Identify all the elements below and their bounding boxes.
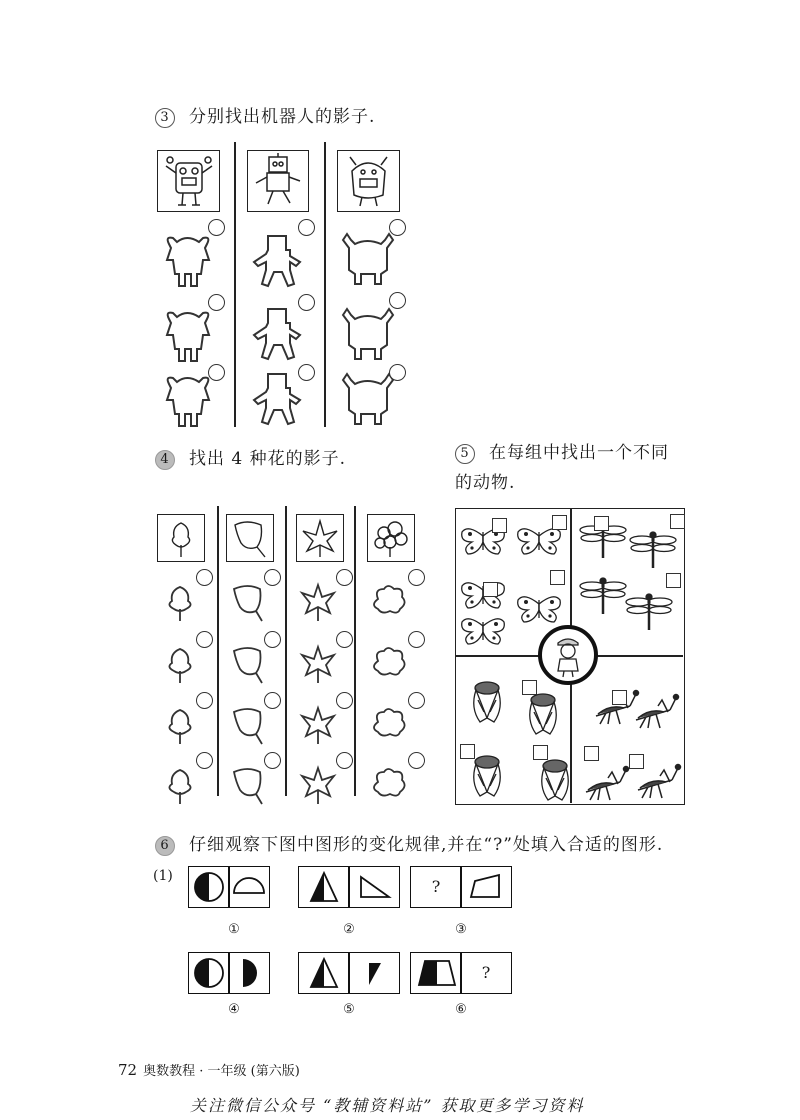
figure-3-left (410, 866, 462, 908)
cicada-icon (462, 678, 514, 726)
figure-2-right (348, 866, 400, 908)
book-title: 奥数教程 · 一年级 (第六版) (143, 1064, 300, 1079)
flower-3-shadow (298, 764, 340, 808)
answer-circle[interactable] (196, 692, 213, 709)
flower-2-shadow (228, 643, 270, 687)
mantis-icon (580, 762, 632, 810)
figure-5-left (298, 952, 350, 994)
answer-circle[interactable] (264, 752, 281, 769)
label-5: ⑤ (343, 1002, 355, 1017)
figure-6-left (410, 952, 462, 994)
flower-3-picture (296, 514, 344, 562)
answer-circle[interactable] (408, 692, 425, 709)
answer-box[interactable] (492, 518, 507, 533)
triangle-icon (299, 867, 349, 907)
robot-icon (338, 151, 399, 211)
answer-circle[interactable] (336, 631, 353, 648)
label-6: ⑥ (455, 1002, 467, 1017)
q3-divider-1 (234, 142, 236, 427)
semicircle-icon (229, 867, 269, 907)
right-triangle-icon (349, 867, 399, 907)
answer-circle[interactable] (196, 631, 213, 648)
black-triangle-icon (349, 953, 399, 993)
figure-6-right[interactable] (460, 952, 512, 994)
answer-box[interactable] (584, 746, 599, 761)
robot-2-shadow-c (248, 370, 306, 430)
flower-4-shadow (368, 704, 410, 748)
answer-circle[interactable] (336, 692, 353, 709)
answer-circle[interactable] (336, 752, 353, 769)
trapezoid-icon (461, 867, 511, 907)
dragonfly-icon (578, 576, 630, 624)
flower-4-shadow (368, 581, 410, 625)
butterfly-icon (458, 612, 510, 660)
flower-icon (158, 515, 204, 561)
page-number: 72 (118, 1061, 138, 1079)
answer-circle[interactable] (389, 364, 406, 381)
q4-heading (155, 444, 346, 470)
answer-circle[interactable] (408, 569, 425, 586)
q4-number: 4 (155, 450, 175, 470)
boy-icon (542, 629, 594, 681)
answer-circle[interactable] (336, 569, 353, 586)
answer-circle[interactable] (264, 569, 281, 586)
cicada-icon (518, 690, 570, 738)
answer-circle[interactable] (408, 752, 425, 769)
q6-number: 6 (155, 836, 175, 856)
half-disc-icon (229, 953, 269, 993)
q3-heading (155, 102, 375, 128)
q3-title: 分别找出机器人的影子. (189, 107, 376, 127)
label-3: ③ (455, 922, 467, 937)
flower-1-picture (157, 514, 205, 562)
answer-circle[interactable] (208, 294, 225, 311)
q4-divider-2 (285, 506, 287, 796)
answer-circle[interactable] (196, 569, 213, 586)
cicada-icon (530, 756, 582, 804)
robot-1-shadow-c (157, 370, 219, 430)
answer-box[interactable] (670, 514, 685, 529)
robot-2-shadow-a (248, 232, 306, 292)
q5-title-line2: 的动物. (455, 473, 516, 493)
mantis-icon (630, 690, 682, 738)
flower-2-shadow (228, 581, 270, 625)
robot-1-shadow-a (157, 230, 219, 290)
robot-3-picture (337, 150, 400, 212)
robot-3-shadow-c (337, 370, 399, 430)
robot-3-shadow-b (337, 305, 399, 365)
answer-circle[interactable] (196, 752, 213, 769)
figure-4-right (228, 952, 270, 994)
robot-icon (248, 151, 308, 211)
robot-icon (158, 151, 219, 211)
q6-heading (155, 830, 663, 856)
answer-box[interactable] (594, 516, 609, 531)
robot-2-picture (247, 150, 309, 212)
answer-circle[interactable] (264, 631, 281, 648)
q5-number: 5 (455, 444, 475, 464)
figure-1-right (228, 866, 270, 908)
q3-divider-2 (324, 142, 326, 427)
flower-icon (368, 515, 414, 561)
answer-box[interactable] (612, 690, 627, 705)
answer-box[interactable] (550, 570, 565, 585)
dragonfly-icon (624, 592, 676, 640)
answer-circle[interactable] (298, 294, 315, 311)
flower-4-shadow (368, 643, 410, 687)
flower-2-shadow (228, 704, 270, 748)
cicada-icon (462, 752, 514, 800)
question-mark: ? (431, 877, 441, 896)
robot-2-shadow-b (248, 305, 306, 365)
answer-circle[interactable] (298, 219, 315, 236)
robot-1-picture (157, 150, 220, 212)
figure-2-left (298, 866, 350, 908)
flower-icon (297, 515, 343, 561)
q3-number: 3 (155, 108, 175, 128)
answer-circle[interactable] (389, 292, 406, 309)
q6-title: 仔细观察下图中图形的变化规律,并在“?”处填入合适的图形. (189, 835, 664, 855)
figure-1-left (188, 866, 230, 908)
q4-title: 找出 4 种花的影子. (189, 449, 347, 469)
flower-4-shadow (368, 764, 410, 808)
label-1: ① (228, 922, 240, 937)
flower-1-shadow (160, 581, 202, 625)
flower-4-picture (367, 514, 415, 562)
q6-part-label: (1) (153, 868, 173, 884)
flower-1-shadow (160, 643, 202, 687)
answer-box[interactable] (666, 573, 681, 588)
q4-divider-3 (354, 506, 356, 796)
answer-circle[interactable] (208, 219, 225, 236)
flower-3-shadow (298, 704, 340, 748)
figure-4-left (188, 952, 230, 994)
mantis-icon (632, 760, 684, 808)
flower-3-shadow (298, 581, 340, 625)
label-4: ④ (228, 1002, 240, 1017)
figure-3-right (460, 866, 512, 908)
q5-heading (455, 438, 669, 464)
watermark-text: 关注微信公众号 “教辅资料站” 获取更多学习资料 (190, 1096, 585, 1115)
flower-2-shadow (228, 764, 270, 808)
robot-3-shadow-a (337, 230, 399, 290)
q4-divider-1 (217, 506, 219, 796)
answer-circle[interactable] (408, 631, 425, 648)
answer-box[interactable] (483, 582, 498, 597)
flower-2-picture (226, 514, 274, 562)
answer-circle[interactable] (298, 364, 315, 381)
answer-circle[interactable] (208, 364, 225, 381)
boy-picture (538, 625, 598, 685)
answer-box[interactable] (552, 515, 567, 530)
half-circle-icon (189, 867, 229, 907)
flower-icon (227, 515, 273, 561)
robot-1-shadow-b (157, 305, 219, 365)
triangle-icon (299, 953, 349, 993)
trapezoid-icon (411, 953, 461, 993)
label-2: ② (343, 922, 355, 937)
page-footer (118, 1060, 300, 1079)
half-circle-icon (189, 953, 229, 993)
flower-1-shadow (160, 764, 202, 808)
flower-3-shadow (298, 643, 340, 687)
question-mark: ? (481, 963, 491, 982)
flower-1-shadow (160, 704, 202, 748)
answer-circle[interactable] (389, 219, 406, 236)
figure-5-right (348, 952, 400, 994)
answer-circle[interactable] (264, 692, 281, 709)
q5-title-line1: 在每组中找出一个不同 (489, 443, 669, 463)
dragonfly-icon (628, 530, 680, 578)
